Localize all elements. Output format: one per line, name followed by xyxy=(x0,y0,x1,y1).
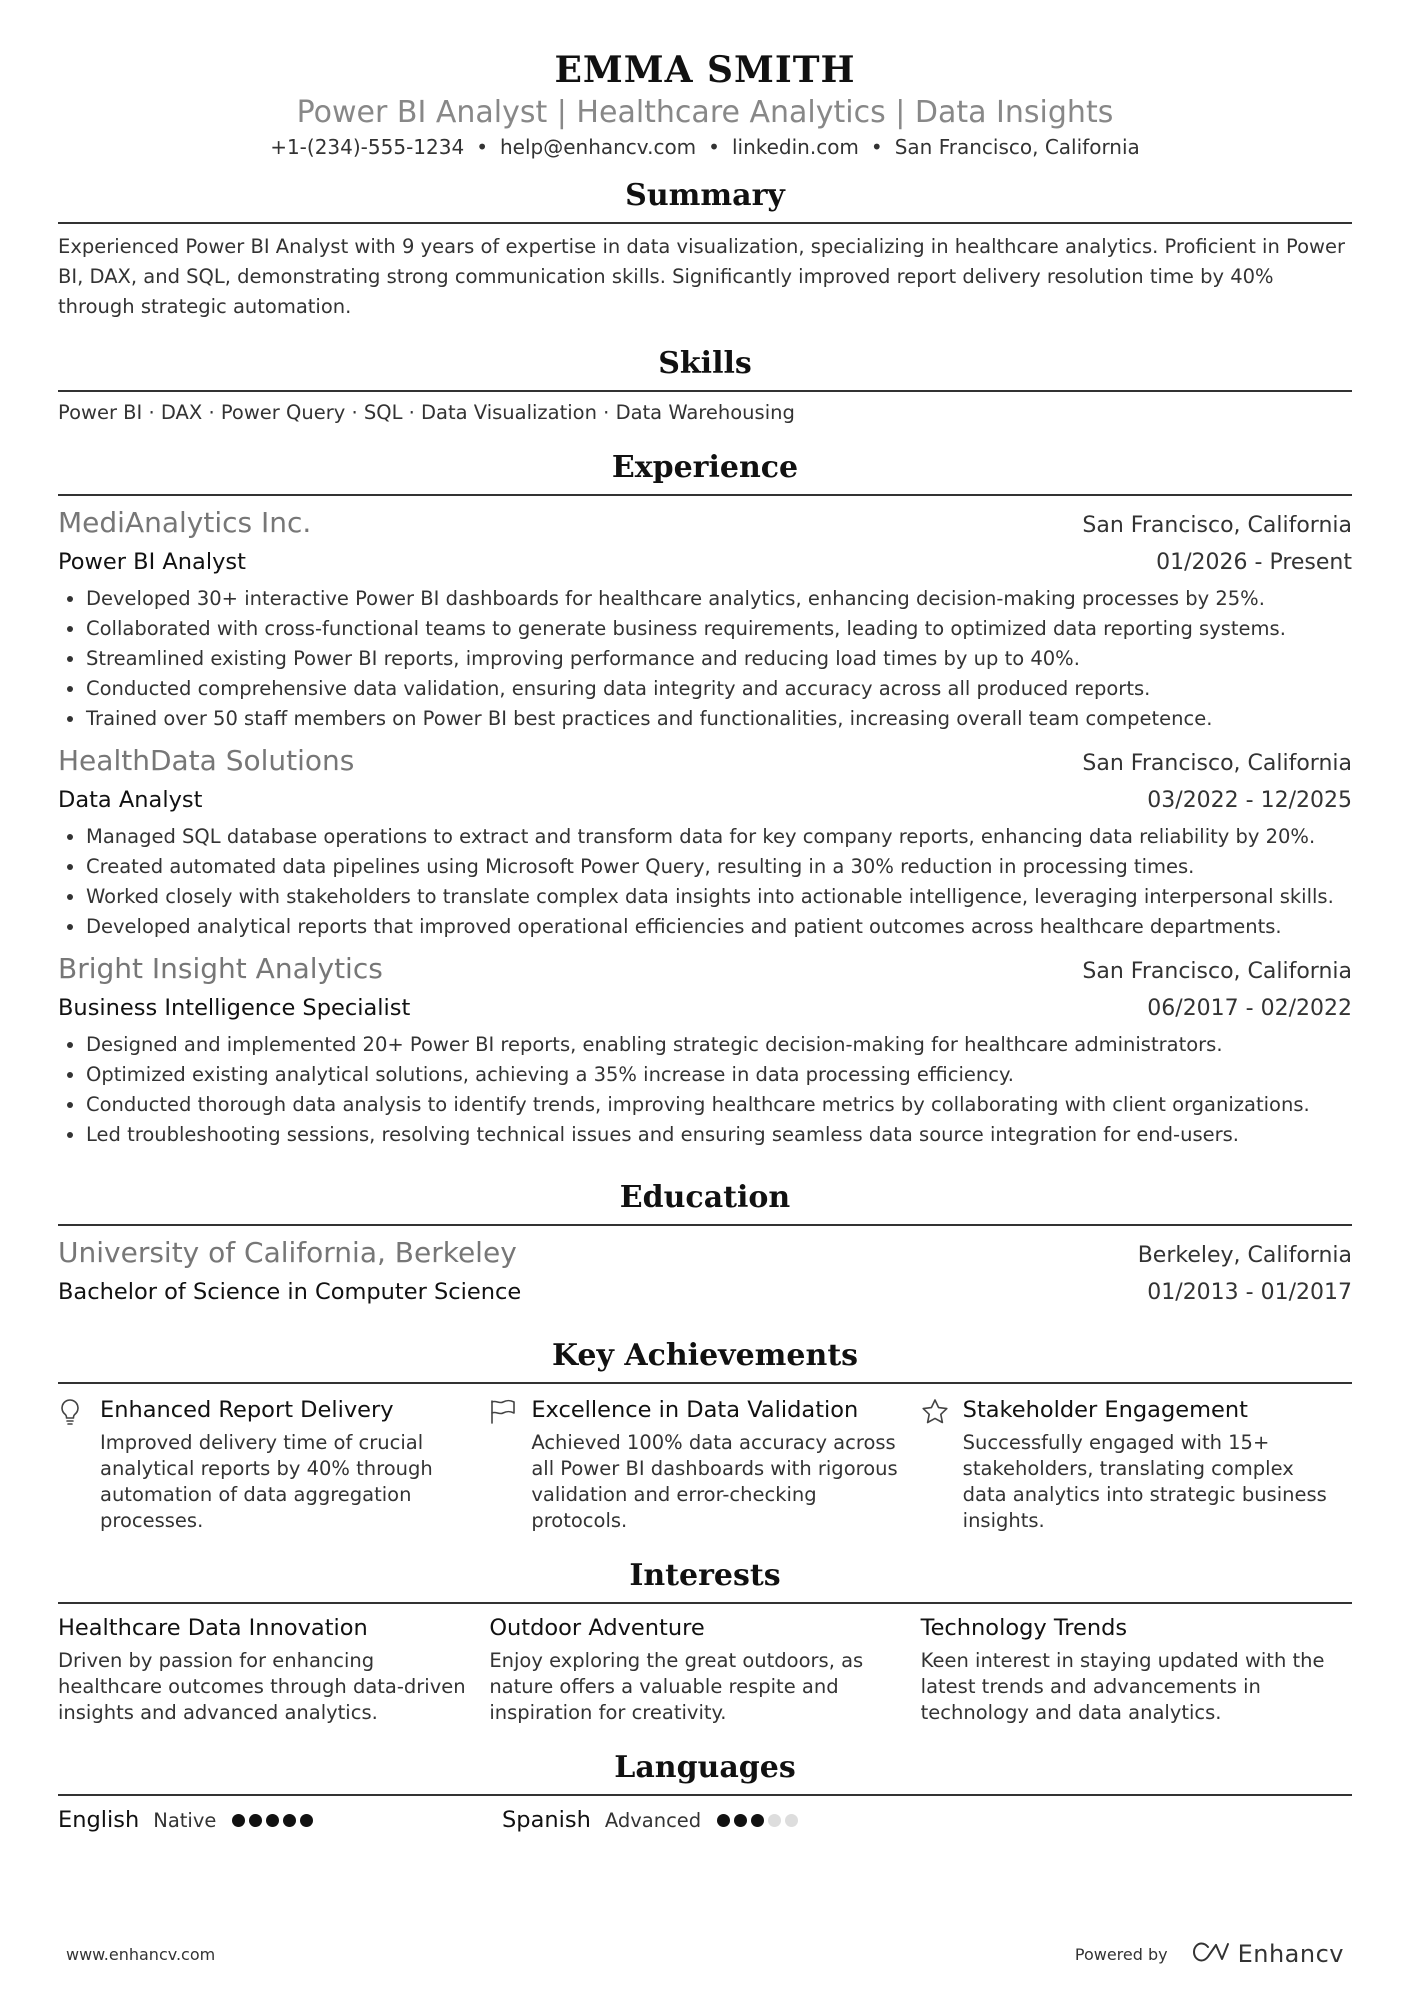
interest-desc: Driven by passion for enhancing healthcare outcomes through data-driven insights and advanced analytics. xyxy=(58,1649,466,1724)
footer-branding xyxy=(1075,1940,1344,1968)
job-location: San Francisco, California xyxy=(1082,751,1352,776)
star-icon xyxy=(921,1394,963,1534)
interest-item xyxy=(58,1612,489,1726)
flag-icon xyxy=(489,1394,531,1534)
achievement-item xyxy=(58,1394,489,1534)
summary-section xyxy=(58,176,1352,322)
linkedin-link[interactable]: linkedin.com xyxy=(731,135,859,159)
achievement-title: Stakeholder Engagement xyxy=(962,1397,1248,1423)
email-link[interactable]: help@enhancv.com xyxy=(499,135,697,159)
language-rating xyxy=(232,1814,313,1827)
job-bullet: • Developed analytical reports that improved operational efficiencies and patient outcomes across healthcare departments. xyxy=(86,912,1352,942)
job-bullet: • Conducted thorough data analysis to identify trends, improving healthcare metrics by collaborating with client organizations. xyxy=(86,1090,1352,1120)
enhancv-logo-icon xyxy=(1192,1942,1230,1966)
job-bullet: • Collaborated with cross-functional teams to generate business requirements, leading to optimized data reporting systems. xyxy=(86,614,1352,644)
achievement-title: Enhanced Report Delivery xyxy=(100,1397,394,1423)
skills-list: Power BI · DAX · Power Query · SQL · Data Visualization · Data Warehousing xyxy=(58,401,795,424)
language-item xyxy=(58,1804,502,1836)
achievement-desc: Improved delivery time of crucial analytical reports by 40% through automation of data aggregation processes. xyxy=(100,1431,433,1532)
languages-section xyxy=(58,1748,1352,1836)
rating-dot-filled xyxy=(751,1814,764,1827)
section-title-achievements: Key Achievements xyxy=(58,1336,1352,1384)
language-level: Advanced xyxy=(604,1809,702,1832)
rating-dot-filled xyxy=(734,1814,747,1827)
footer-url-link[interactable]: www.enhancv.com xyxy=(66,1944,216,1964)
lightbulb-icon xyxy=(58,1394,100,1534)
job-bullets xyxy=(58,1030,1352,1150)
job-bullet: • Streamlined existing Power BI reports, improving performance and reducing load times by up to 40%. xyxy=(86,644,1352,674)
job-bullet: • Managed SQL database operations to extract and transform data for key company reports, enhancing data reliability by 20%. xyxy=(86,822,1352,852)
job-dates: 03/2022 - 12/2025 xyxy=(1147,788,1352,813)
education-section xyxy=(58,1178,1352,1310)
job-dates: 01/2026 - Present xyxy=(1156,550,1352,575)
contact-line xyxy=(58,132,1352,162)
candidate-headline: Power BI Analyst | Healthcare Analytics | Data Insights xyxy=(296,95,1114,130)
rating-dot-filled xyxy=(300,1814,313,1827)
brand-link[interactable] xyxy=(1192,1940,1344,1968)
candidate-name: EMMA SMITH xyxy=(554,49,856,91)
rating-dot-empty xyxy=(785,1814,798,1827)
section-title-languages: Languages xyxy=(58,1748,1352,1796)
rating-dot-filled xyxy=(232,1814,245,1827)
interest-title: Healthcare Data Innovation xyxy=(58,1615,368,1641)
languages-grid xyxy=(58,1804,1352,1836)
achievement-title: Excellence in Data Validation xyxy=(531,1397,859,1423)
job-bullet: • Developed 30+ interactive Power BI dashboards for healthcare analytics, enhancing decision-making processes by 25%. xyxy=(86,584,1352,614)
contact-separator: • xyxy=(708,135,720,159)
job-bullet: • Created automated data pipelines using Microsoft Power Query, resulting in a 30% reduction in processing times. xyxy=(86,852,1352,882)
job-entry xyxy=(58,950,1352,1150)
language-name: Spanish xyxy=(502,1807,591,1833)
education-dates: 01/2013 - 01/2017 xyxy=(1147,1280,1352,1305)
job-location: San Francisco, California xyxy=(1082,959,1352,984)
location-text: San Francisco, California xyxy=(894,135,1140,159)
interest-desc: Keen interest in staying updated with the latest trends and advancements in technology and data analytics. xyxy=(920,1649,1325,1724)
rating-dot-filled xyxy=(266,1814,279,1827)
job-bullet: • Worked closely with stakeholders to translate complex data insights into actionable intelligence, leveraging interpersonal skills. xyxy=(86,882,1352,912)
education-degree: Bachelor of Science in Computer Science xyxy=(58,1279,522,1305)
achievements-grid xyxy=(58,1394,1352,1534)
section-title-summary: Summary xyxy=(58,176,1352,224)
skills-section xyxy=(58,344,1352,428)
job-bullet: • Trained over 50 staff members on Power BI best practices and functionalities, increasing overall team competence. xyxy=(86,704,1352,734)
rating-dot-filled xyxy=(283,1814,296,1827)
job-company: HealthData Solutions xyxy=(58,744,355,777)
achievement-desc: Successfully engaged with 15+ stakeholders, translating complex data analytics into strategic business insights. xyxy=(962,1431,1327,1532)
interest-title: Outdoor Adventure xyxy=(489,1615,705,1641)
job-entry xyxy=(58,504,1352,734)
job-role: Business Intelligence Specialist xyxy=(58,995,411,1021)
job-location: San Francisco, California xyxy=(1082,513,1352,538)
phone-number[interactable]: +1-(234)-555-1234 xyxy=(270,135,465,159)
interests-grid xyxy=(58,1612,1352,1726)
education-entry xyxy=(58,1234,1352,1310)
rating-dot-filled xyxy=(249,1814,262,1827)
job-role: Data Analyst xyxy=(58,787,203,813)
page-footer xyxy=(66,1940,1344,1968)
rating-dot-empty xyxy=(768,1814,781,1827)
resume-header xyxy=(58,48,1352,162)
section-title-interests: Interests xyxy=(58,1556,1352,1604)
job-role: Power BI Analyst xyxy=(58,549,246,575)
job-bullets xyxy=(58,584,1352,734)
job-bullet: • Designed and implemented 20+ Power BI reports, enabling strategic decision-making for healthcare administrators. xyxy=(86,1030,1352,1060)
summary-text: Experienced Power BI Analyst with 9 years of expertise in data visualization, specializing in healthcare analytics. Proficient in Power BI, DAX, and SQL, demonstrating strong communication skills. Significantly improved report delivery resolution time by 40% through strategic automation. xyxy=(58,235,1345,318)
education-school: University of California, Berkeley xyxy=(58,1236,517,1269)
education-location: Berkeley, California xyxy=(1137,1243,1352,1268)
brand-name: Enhancv xyxy=(1237,1940,1344,1968)
job-bullets xyxy=(58,822,1352,942)
job-company: MediAnalytics Inc. xyxy=(58,506,312,539)
job-company: Bright Insight Analytics xyxy=(58,952,383,985)
job-entry xyxy=(58,742,1352,942)
interest-item xyxy=(489,1612,920,1726)
achievement-item xyxy=(489,1394,920,1534)
interest-item xyxy=(921,1612,1352,1726)
language-name: English xyxy=(58,1807,140,1833)
section-title-skills: Skills xyxy=(58,344,1352,392)
section-title-education: Education xyxy=(58,1178,1352,1226)
language-item xyxy=(502,1804,946,1836)
interests-section xyxy=(58,1556,1352,1726)
contact-separator: • xyxy=(476,135,488,159)
job-bullet: • Optimized existing analytical solutions, achieving a 35% increase in data processing efficiency. xyxy=(86,1060,1352,1090)
rating-dot-filled xyxy=(717,1814,730,1827)
language-rating xyxy=(717,1814,798,1827)
achievement-item xyxy=(921,1394,1352,1534)
language-level: Native xyxy=(153,1809,217,1832)
interest-desc: Enjoy exploring the great outdoors, as nature offers a valuable respite and inspiration for creativity. xyxy=(489,1649,864,1724)
contact-separator: • xyxy=(870,135,883,159)
job-bullet: • Led troubleshooting sessions, resolving technical issues and ensuring seamless data source integration for end-users. xyxy=(86,1120,1352,1150)
job-bullet: • Conducted comprehensive data validation, ensuring data integrity and accuracy across all produced reports. xyxy=(86,674,1352,704)
interest-title: Technology Trends xyxy=(920,1615,1128,1641)
achievement-desc: Achieved 100% data accuracy across all Power BI dashboards with rigorous validation and error-checking protocols. xyxy=(531,1431,898,1532)
job-dates: 06/2017 - 02/2022 xyxy=(1147,996,1352,1021)
achievements-section xyxy=(58,1336,1352,1534)
powered-by-label: Powered by xyxy=(1074,1944,1168,1964)
section-title-experience: Experience xyxy=(58,448,1352,496)
experience-section xyxy=(58,448,1352,1150)
